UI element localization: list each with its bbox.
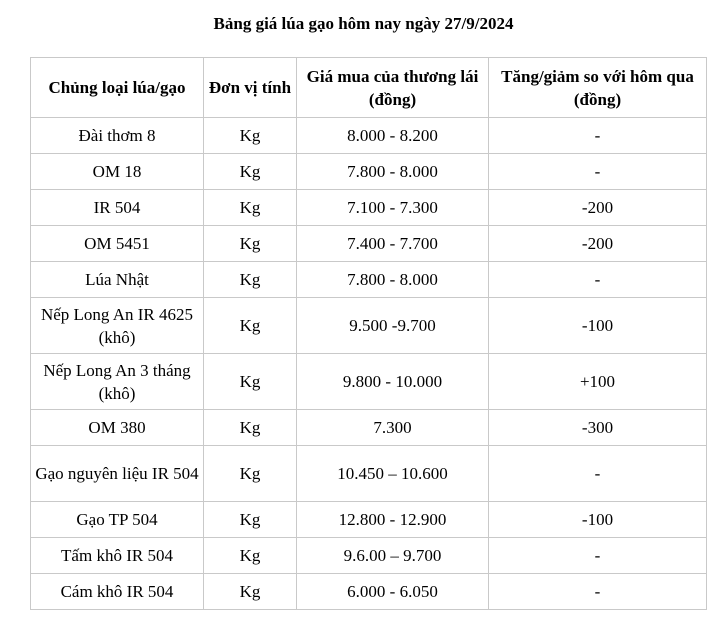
cell-price: 8.000 - 8.200: [297, 118, 489, 154]
column-header-unit: Đơn vị tính: [204, 58, 297, 118]
cell-variety: Gạo TP 504: [31, 502, 204, 538]
cell-change: -: [489, 262, 707, 298]
cell-unit: Kg: [204, 118, 297, 154]
table-row: [31, 262, 707, 298]
cell-variety: Nếp Long An IR 4625 (khô): [31, 298, 204, 354]
cell-variety: Gạo nguyên liệu IR 504: [31, 446, 204, 502]
cell-unit: Kg: [204, 154, 297, 190]
table-row: [31, 354, 707, 410]
cell-variety: IR 504: [31, 190, 204, 226]
cell-change: -100: [489, 502, 707, 538]
cell-unit: Kg: [204, 190, 297, 226]
cell-variety: Cám khô IR 504: [31, 574, 204, 610]
table-row: [31, 574, 707, 610]
table-row: [31, 118, 707, 154]
cell-price: 12.800 - 12.900: [297, 502, 489, 538]
cell-price: 9.800 - 10.000: [297, 354, 489, 410]
table-row: [31, 538, 707, 574]
table-row: [31, 154, 707, 190]
page-title: Bảng giá lúa gạo hôm nay ngày 27/9/2024: [213, 14, 514, 33]
cell-change: -: [489, 154, 707, 190]
column-header-variety: Chủng loại lúa/gạo: [31, 58, 204, 118]
rice-price-table: [30, 57, 707, 610]
cell-variety: OM 5451: [31, 226, 204, 262]
table-row: [31, 502, 707, 538]
table-row: [31, 190, 707, 226]
column-header-change: Tăng/giảm so với hôm qua (đồng): [489, 58, 707, 118]
column-header-trader-price: Giá mua của thương lái (đồng): [297, 58, 489, 118]
cell-unit: Kg: [204, 574, 297, 610]
cell-change: -: [489, 538, 707, 574]
cell-price: 7.400 - 7.700: [297, 226, 489, 262]
cell-unit: Kg: [204, 354, 297, 410]
cell-unit: Kg: [204, 538, 297, 574]
cell-unit: Kg: [204, 226, 297, 262]
cell-unit: Kg: [204, 298, 297, 354]
cell-variety: OM 380: [31, 410, 204, 446]
table-row: [31, 446, 707, 502]
cell-change: -: [489, 118, 707, 154]
cell-unit: Kg: [204, 446, 297, 502]
cell-price: 7.300: [297, 410, 489, 446]
cell-price: 7.100 - 7.300: [297, 190, 489, 226]
cell-change: -200: [489, 190, 707, 226]
cell-unit: Kg: [204, 262, 297, 298]
cell-variety: Nếp Long An 3 tháng (khô): [31, 354, 204, 410]
cell-variety: Tấm khô IR 504: [31, 538, 204, 574]
cell-unit: Kg: [204, 410, 297, 446]
cell-unit: Kg: [204, 502, 297, 538]
cell-price: 9.500 -9.700: [297, 298, 489, 354]
table-header-row: [31, 58, 707, 118]
cell-change: +100: [489, 354, 707, 410]
cell-change: -200: [489, 226, 707, 262]
cell-price: 7.800 - 8.000: [297, 262, 489, 298]
cell-price: 7.800 - 8.000: [297, 154, 489, 190]
cell-change: -100: [489, 298, 707, 354]
cell-change: -300: [489, 410, 707, 446]
cell-price: 10.450 – 10.600: [297, 446, 489, 502]
cell-change: -: [489, 446, 707, 502]
table-row: [31, 226, 707, 262]
cell-variety: Lúa Nhật: [31, 262, 204, 298]
cell-price: 9.6.00 – 9.700: [297, 538, 489, 574]
cell-change: -: [489, 574, 707, 610]
cell-variety: OM 18: [31, 154, 204, 190]
table-row: [31, 298, 707, 354]
cell-price: 6.000 - 6.050: [297, 574, 489, 610]
table-row: [31, 410, 707, 446]
cell-variety: Đài thơm 8: [31, 118, 204, 154]
